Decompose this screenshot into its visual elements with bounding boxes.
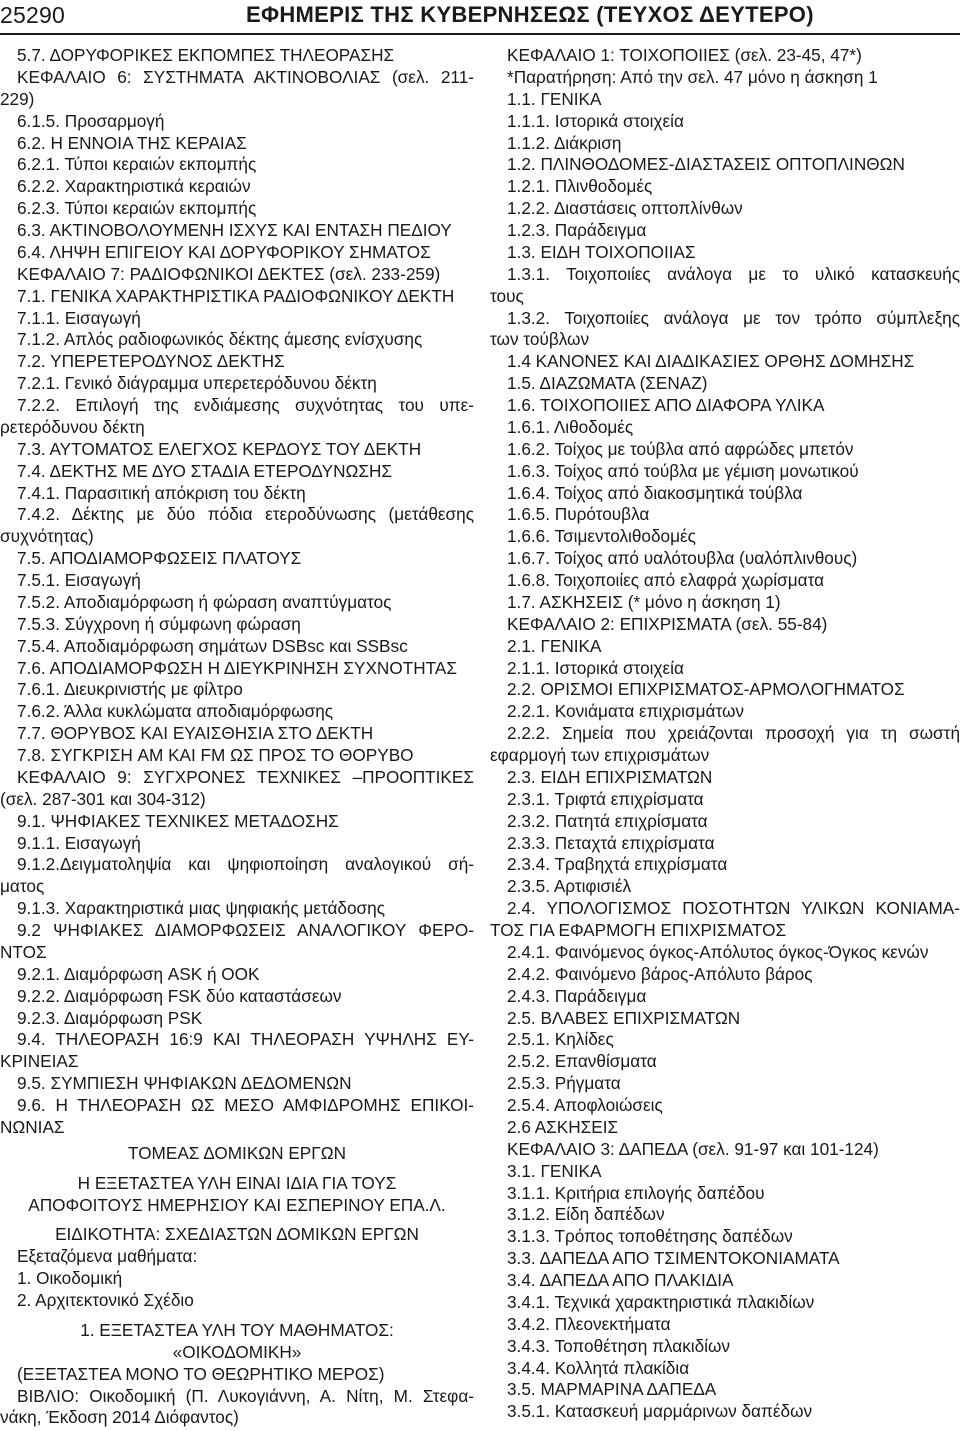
text-line: 1.6.3. Τοίχος από τούβλα με γέμιση μονωτικού xyxy=(507,460,859,481)
text-line: 2.5. ΒΛΑΒΕΣ ΕΠΙΧΡΙΣΜΑΤΩΝ xyxy=(507,1007,741,1028)
text-line: 2.2.1. Κονιάματα επιχρισμάτων xyxy=(507,701,744,722)
text-line: 1.6.2. Τοίχος με τούβλα από αφρώδες μπετόν xyxy=(507,438,854,459)
text-line: 7.2.1. Γενικό διάγραμμα υπερετερόδυνου δέκτη xyxy=(17,373,377,394)
gazette-title: ΕΦΗΜΕΡΙΣ ΤΗΣ ΚΥΒΕΡΝΗΣΕΩΣ (ΤΕΥΧΟΣ ΔΕΥΤΕΡΟ) xyxy=(246,2,814,27)
text-line: 2.5.2. Επανθίσματα xyxy=(507,1051,657,1072)
text-line: 2.3.4. Τραβηχτά επιχρίσματα xyxy=(507,854,728,875)
text-line: 2.3.2. Πατητά επιχρίσματα xyxy=(507,810,708,831)
text-line: 1.1. ΓΕΝΙΚΑ xyxy=(507,88,602,109)
text-line: 6.2.3. Τύποι κεραιών εκπομπής xyxy=(17,198,257,219)
text-line: 7.5.1. Εισαγωγή xyxy=(17,570,141,590)
text-line: 7.2.2. Επιλογή της ενδιάμεσης συχνότητας του υπε- xyxy=(17,395,474,415)
text-line: 1.6.1. Λιθοδομές xyxy=(507,416,634,437)
text-line: 1.6.4. Τοίχος από διακοσμητικά τούβλα xyxy=(507,482,803,503)
text-line: 7.5.3. Σύγχρονη ή σύμφωνη φώραση xyxy=(17,613,301,634)
text-line: 7.1.1. Εισαγωγή xyxy=(17,307,141,328)
text-line: ρετερόδυνου δέκτη xyxy=(0,416,145,437)
text-line: 7.6.1. Διευκρινιστής με φίλτρο xyxy=(17,679,243,700)
text-line: 7.5.2. Αποδιαμόρφωση ή φώραση αναπτύγματος xyxy=(17,591,392,612)
text-line: των τούβλων xyxy=(490,329,590,350)
text-line: (σελ. 287-301 και 304-312) xyxy=(0,788,206,809)
text-line: 7.4.2. Δέκτης με δύο πόδια ετεροδύνωσης (μετάθεσης xyxy=(17,504,474,525)
text-line: 3.1. ΓΕΝΙΚΑ xyxy=(507,1160,602,1181)
text-line: 7.7. ΘΟΡΥΒΟΣ ΚΑΙ ΕΥΑΙΣΘΗΣΙΑ ΣΤΟ ΔΕΚΤΗ xyxy=(17,723,374,744)
text-line: ΚΕΦΑΛΑΙΟ 3: ΔΑΠΕΔΑ (σελ. 91-97 και 101-124) xyxy=(507,1138,879,1159)
text-line: 3.1.2. Είδη δαπέδων xyxy=(507,1204,665,1225)
text-line: 6.1.5. Προσαρμογή xyxy=(17,110,165,131)
text-line: ματος xyxy=(0,876,45,897)
text-line: 2.4. ΥΠΟΛΟΓΙΣΜΟΣ ΠΟΣΟΤΗΤΩΝ ΥΛΙΚΩΝ ΚΟΝΙΑΜΑ- xyxy=(507,898,960,919)
text-line: 2.6 ΑΣΚΗΣΕΙΣ xyxy=(507,1116,619,1137)
text-line: 7.4.1. Παρασιτική απόκριση του δέκτη xyxy=(17,482,306,503)
text-line: *Παρατήρηση: Από την σελ. 47 μόνο η άσκηση 1 xyxy=(507,66,878,87)
text-line: 7.5. ΑΠΟΔΙΑΜΟΡΦΩΣΕΙΣ ΠΛΑΤΟΥΣ xyxy=(17,548,302,569)
text-line: ΚΕΦΑΛΑΙΟ 9: ΣΥΓΧΡΟΝΕΣ ΤΕΧΝΙΚΕΣ –ΠΡΟΟΠΤΙΚΕΣ xyxy=(17,766,474,787)
text-line: 7.2. ΥΠΕΡΕΤΕΡΟΔΥΝΟΣ ΔΕΚΤΗΣ xyxy=(17,351,285,372)
text-line: 2.5.3. Ρήγματα xyxy=(507,1073,621,1094)
text-line: 2.3. ΕΙΔΗ ΕΠΙΧΡΙΣΜΑΤΩΝ xyxy=(507,766,713,787)
text-line: 3.1.1. Κριτήρια επιλογής δαπέδου xyxy=(507,1182,765,1203)
text-line: 3.3. ΔΑΠΕΔΑ ΑΠΟ ΤΣΙΜΕΝΤΟΚΟΝΙΑΜΑΤΑ xyxy=(507,1248,840,1269)
text-line: ΤΟΜΕΑΣ ΔΟΜΙΚΩΝ ΕΡΓΩΝ xyxy=(128,1142,346,1163)
text-line: 1.3.1. Τοιχοποιίες ανάλογα με το υλικό κατασκευής xyxy=(507,263,960,284)
text-line: 1.6.8. Τοιχοποιίες από ελαφρά χωρίσματα xyxy=(507,570,825,590)
text-line: τους xyxy=(490,285,524,306)
text-line: 229) xyxy=(0,88,35,109)
text-line: ΑΠΟΦΟΙΤΟΥΣ ΗΜΕΡΗΣΙΟΥ ΚΑΙ ΕΣΠΕΡΙΝΟΥ ΕΠΑ.Λ. xyxy=(28,1194,446,1215)
text-line: 1.1.2. Διάκριση xyxy=(507,132,622,153)
text-line: 2.3.1. Τριφτά επιχρίσματα xyxy=(507,788,704,809)
text-line: 2.4.2. Φαινόμενο βάρος-Απόλυτο βάρος xyxy=(507,963,813,984)
text-line: 2.4.1. Φαινόμενος όγκος-Απόλυτος όγκος-Όγκος κενών xyxy=(507,941,929,962)
text-line: 3.1.3. Τρόπος τοποθέτησης δαπέδων xyxy=(507,1226,793,1247)
text-line: 9.1.2.Δειγματοληψία και ψηφιοποίηση αναλογικού σή- xyxy=(17,854,474,875)
text-line: 9.4. ΤΗΛΕΟΡΑΣΗ 16:9 ΚΑΙ ΤΗΛΕΟΡΑΣΗ ΥΨΗΛΗΣ ΕΥ- xyxy=(17,1029,474,1050)
text-line: 9.5. ΣΥΜΠΙΕΣΗ ΨΗΦΙΑΚΩΝ ΔΕΔΟΜΕΝΩΝ xyxy=(17,1073,352,1094)
text-line: νάκη, Έκδοση 2014 Διόφαντος) xyxy=(0,1407,239,1428)
text-line: 7.8. ΣΥΓΚΡΙΣΗ AM ΚΑΙ FM ΩΣ ΠΡΟΣ ΤΟ ΘΟΡΥΒΟ xyxy=(17,745,414,765)
text-line: 2.3.5. Αρτιφισιέλ xyxy=(507,876,632,897)
text-line: 3.4. ΔΑΠΕΔΑ ΑΠΟ ΠΛΑΚΙΔΙΑ xyxy=(507,1270,734,1290)
text-line: «ΟΙΚΟΔΟΜΙΚΗ» xyxy=(172,1341,302,1362)
text-line: 6.2. Η ΕΝΝΟΙΑ ΤΗΣ ΚΕΡΑΙΑΣ xyxy=(17,132,247,153)
text-line: Η ΕΞΕΤΑΣΤΕΑ ΥΛΗ ΕΙΝΑΙ ΙΔΙΑ ΓΙΑ ΤΟΥΣ xyxy=(77,1172,397,1193)
text-line: 2.2. ΟΡΙΣΜΟΙ ΕΠΙΧΡΙΣΜΑΤΟΣ-ΑΡΜΟΛΟΓΗΜΑΤΟΣ xyxy=(507,679,905,700)
text-line: 3.4.3. Τοποθέτηση πλακιδίων xyxy=(507,1335,731,1356)
text-line: 3.4.4. Κολλητά πλακίδια xyxy=(507,1357,690,1378)
text-line: ΚΕΦΑΛΑΙΟ 1: ΤΟΙΧΟΠΟΙΙΕΣ (σελ. 23-45, 47*) xyxy=(507,45,862,65)
text-line: 7.3. ΑΥΤΟΜΑΤΟΣ ΕΛΕΓΧΟΣ ΚΕΡΔΟΥΣ ΤΟΥ ΔΕΚΤΗ xyxy=(17,438,422,459)
text-line: 7.1.2. Απλός ραδιοφωνικός δέκτης άμεσης ενίσχυσης xyxy=(17,329,423,350)
page-number: 25290 xyxy=(0,2,65,28)
text-line: 2.1.1. Ιστορικά στοιχεία xyxy=(507,657,684,678)
text-line: 3.4.1. Τεχνικά χαρακτηριστικά πλακιδίων xyxy=(507,1291,815,1312)
text-line: 6.2.2. Χαρακτηριστικά κεραιών xyxy=(17,176,251,197)
text-line: 3.5. ΜΑΡΜΑΡΙΝΑ ΔΑΠΕΔΑ xyxy=(507,1379,717,1400)
text-line: Εξεταζόμενα μαθήματα: xyxy=(17,1246,198,1267)
text-line: 1.6. ΤΟΙΧΟΠΟΙΙΕΣ ΑΠΟ ΔΙΑΦΟΡΑ ΥΛΙΚΑ xyxy=(507,395,825,415)
text-line: 5.7. ΔΟΡΥΦΟΡΙΚΕΣ ΕΚΠΟΜΠΕΣ ΤΗΛΕΟΡΑΣΗΣ xyxy=(17,45,395,65)
text-line: ΝΩΝΙΑΣ xyxy=(0,1116,65,1137)
text-line: 2.1. ΓΕΝΙΚΑ xyxy=(507,635,602,656)
text-line: 1. ΕΞΕΤΑΣΤΕΑ ΥΛΗ ΤΟΥ ΜΑΘΗΜΑΤΟΣ: xyxy=(80,1319,394,1340)
text-line: 1.2.1. Πλινθοδομές xyxy=(507,176,653,197)
text-line: ΚΕΦΑΛΑΙΟ 2: ΕΠΙΧΡΙΣΜΑΤΑ (σελ. 55-84) xyxy=(507,613,828,634)
text-line: συχνότητας) xyxy=(0,526,94,547)
text-line: ΚΡΙΝΕΙΑΣ xyxy=(0,1051,79,1072)
text-line: 7.6. ΑΠΟΔΙΑΜΟΡΦΩΣΗ Η ΔΙΕΥΚΡΙΝΗΣΗ ΣΥΧΝΟΤΗΤΑΣ xyxy=(17,657,457,678)
text-line: 2. Αρχιτεκτονικό Σχέδιο xyxy=(17,1290,194,1310)
text-line: 1.2.2. Διαστάσεις οπτοπλίνθων xyxy=(507,198,743,219)
text-line: 1. Οικοδομική xyxy=(17,1268,123,1289)
text-line: 1.4 ΚΑΝΟΝΕΣ ΚΑΙ ΔΙΑΔΙΚΑΣΙΕΣ ΟΡΘΗΣ ΔΟΜΗΣΗΣ xyxy=(507,351,915,372)
text-line: 1.3. ΕΙΔΗ ΤΟΙΧΟΠΟΙΙΑΣ xyxy=(507,241,696,262)
page-header xyxy=(0,0,960,34)
text-line: ΝΤΟΣ xyxy=(0,941,47,962)
text-line: ΚΕΦΑΛΑΙΟ 7: ΡΑΔΙΟΦΩΝΙΚΟΙ ΔΕΚΤΕΣ (σελ. 233-259) xyxy=(17,263,441,284)
text-line: 7.5.4. Αποδιαμόρφωση σημάτων DSBsc και SSBsc xyxy=(17,635,408,656)
text-line: 1.3.2. Τοιχοποιίες ανάλογα με τον τρόπο σύμπλεξης xyxy=(507,307,960,328)
text-line: 1.2.3. Παράδειγμα xyxy=(507,220,647,240)
text-line: 9.1. ΨΗΦΙΑΚΕΣ ΤΕΧΝΙΚΕΣ ΜΕΤΑΔΟΣΗΣ xyxy=(17,810,339,831)
text-line: 1.6.7. Τοίχος από υαλότουβλα (υαλόπλινθους) xyxy=(507,548,858,569)
text-line: 9.2.3. Διαμόρφωση PSK xyxy=(17,1007,203,1028)
text-line: 3.4.2. Πλεονεκτήματα xyxy=(507,1313,671,1334)
text-line: 6.3. ΑΚΤΙΝΟΒΟΛΟΥΜΕΝΗ ΙΣΧΥΣ ΚΑΙ ΕΝΤΑΣΗ ΠΕΔΙΟΥ xyxy=(17,220,452,240)
text-line: 1.5. ΔΙΑΖΩΜΑΤΑ (ΣΕΝΑΖ) xyxy=(507,373,708,394)
text-line: 2.5.4. Αποφλοιώσεις xyxy=(507,1095,663,1115)
text-line: 1.2. ΠΛΙΝΘΟΔΟΜΕΣ-ΔΙΑΣΤΑΣΕΙΣ ΟΠΤΟΠΛΙΝΘΩΝ xyxy=(507,154,905,175)
text-line: ΒΙΒΛΙΟ: Οικοδομική (Π. Λυκογιάννη, Α. Νίτη, Μ. Στεφα- xyxy=(17,1385,474,1406)
text-line: 1.1.1. Ιστορικά στοιχεία xyxy=(507,110,684,131)
text-line: ΚΕΦΑΛΑΙΟ 6: ΣΥΣΤΗΜΑΤΑ ΑΚΤΙΝΟΒΟΛΙΑΣ (σελ. 211- xyxy=(17,66,474,87)
text-line: 2.2.2. Σημεία που χρειάζονται προσοχή για τη σωστή xyxy=(507,723,960,744)
text-line: 9.2.2. Διαμόρφωση FSK δύο καταστάσεων xyxy=(17,985,342,1006)
left-column xyxy=(0,45,474,1429)
text-line: 7.1. ΓΕΝΙΚΑ ΧΑΡΑΚΤΗΡΙΣΤΙΚΑ ΡΑΔΙΟΦΩΝΙΚΟΥ ΔΕΚΤΗ xyxy=(17,285,455,306)
text-line: 6.4. ΛΗΨΗ ΕΠΙΓΕΙΟΥ ΚΑΙ ΔΟΡΥΦΟΡΙΚΟΥ ΣΗΜΑΤΟΣ xyxy=(17,241,431,262)
text-line: 1.6.5. Πυρότουβλα xyxy=(507,504,650,525)
text-line: 6.2.1. Τύποι κεραιών εκπομπής xyxy=(17,154,257,175)
text-line: 9.2.1. Διαμόρφωση ASK ή OOK xyxy=(17,963,260,984)
header-rule xyxy=(0,33,960,35)
text-line: 2.4.3. Παράδειγμα xyxy=(507,985,647,1006)
text-line: 1.7. ΑΣΚΗΣΕΙΣ (* μόνο η άσκηση 1) xyxy=(507,591,781,612)
text-line: ΕΙΔΙΚΟΤΗΤΑ: ΣΧΕΔΙΑΣΤΩΝ ΔΟΜΙΚΩΝ ΕΡΓΩΝ xyxy=(55,1224,419,1245)
text-line: 1.6.6. Τσιμεντολιθοδομές xyxy=(507,526,696,547)
text-line: ΤΟΣ ΓΙΑ ΕΦΑΡΜΟΓΗ ΕΠΙΧΡΙΣΜΑΤΟΣ xyxy=(490,920,787,940)
text-line: 3.5.1. Κατασκευή μαρμάρινων δαπέδων xyxy=(507,1401,813,1422)
text-line: 9.1.1. Εισαγωγή xyxy=(17,832,141,853)
text-line: 7.6.2. Άλλα κυκλώματα αποδιαμόρφωσης xyxy=(17,701,334,722)
text-line: 9.2 ΨΗΦΙΑΚΕΣ ΔΙΑΜΟΡΦΩΣΕΙΣ ΑΝΑΛΟΓΙΚΟΥ ΦΕΡΟ- xyxy=(17,920,474,940)
text-line: 2.5.1. Κηλίδες xyxy=(507,1029,614,1050)
right-column xyxy=(490,45,960,1423)
text-line: (ΕΞΕΤΑΣΤΕΑ ΜΟΝΟ ΤΟ ΘΕΩΡΗΤΙΚΟ ΜΕΡΟΣ) xyxy=(17,1363,385,1384)
text-line: 9.1.3. Χαρακτηριστικά μιας ψηφιακής μετάδοσης xyxy=(17,898,386,919)
text-line: εφαρμογή των επιχρισμάτων xyxy=(490,745,710,765)
text-line: 9.6. Η ΤΗΛΕΟΡΑΣΗ ΩΣ ΜΕΣΟ ΑΜΦΙΔΡΟΜΗΣ ΕΠΙΚΟΙ- xyxy=(17,1095,474,1115)
text-line: 2.3.3. Πεταχτά επιχρίσματα xyxy=(507,832,715,853)
text-line: 7.4. ΔΕΚΤΗΣ ΜΕ ΔΥΟ ΣΤΑΔΙΑ ΕΤΕΡΟΔΥΝΩΣΗΣ xyxy=(17,460,393,481)
